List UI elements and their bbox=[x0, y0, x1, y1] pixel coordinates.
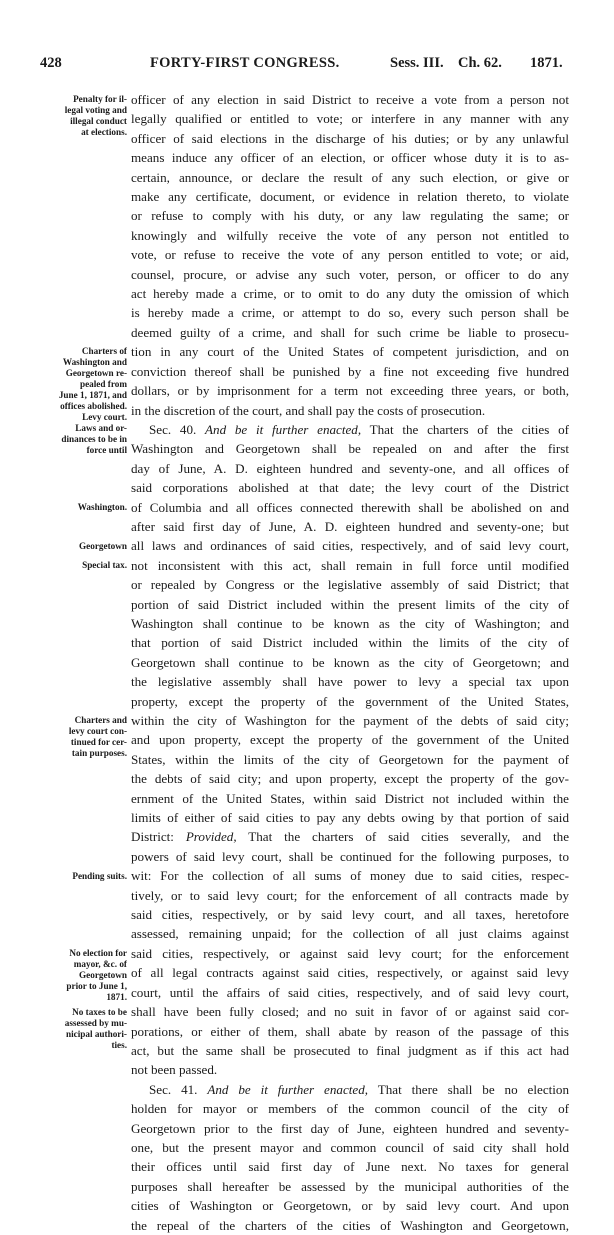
body-line: and upon property, except the property of the government of the United bbox=[131, 732, 569, 748]
body-line: is hereby made a crime, or attempt to do so, every such person shall be bbox=[131, 305, 569, 321]
margin-note: Charters and levy court con- tinued for cer- tain purposes. bbox=[68, 715, 127, 759]
enacting-clause: And be it further enacted, bbox=[207, 1081, 369, 1097]
body-line: cities of Washington or Georgetown, or by said levy court. And upon bbox=[131, 1198, 569, 1214]
body-line: knowingly and wilfully receive the vote of any person not entitled to bbox=[131, 227, 569, 243]
margin-note: Pending suits. bbox=[72, 870, 127, 881]
body-line: the repeal of the charters of the cities of Washington and Georgetown, bbox=[131, 1217, 569, 1233]
body-line: porations, or either of them, shall abate by reason of the passage of this bbox=[131, 1023, 569, 1039]
enacting-clause: And be it further enacted, bbox=[205, 421, 362, 437]
body-line: shall have been fully closed; and no suit in favor of or against said cor- bbox=[131, 1004, 569, 1020]
body-line: Georgetown shall continue to be known as the city of Georgetown; and bbox=[131, 654, 569, 670]
body-line: after said first day of June, A. D. eighteen hundred and seventy-one; but bbox=[131, 518, 569, 534]
body-line: not inconsistent with this act, shall remain in full force until modified bbox=[131, 557, 569, 573]
enacting-clause: Provided, bbox=[185, 829, 237, 845]
body-line bbox=[131, 420, 569, 439]
year-label: 1871. bbox=[530, 55, 563, 71]
body-line: limits of either of said cities to pay any debts owing by that portion of said bbox=[131, 810, 569, 826]
body-line: not been passed. bbox=[131, 1062, 218, 1078]
body-line: property, except the property of the government of the United States, bbox=[131, 693, 569, 709]
margin-note: No taxes to be assessed by mu- nicipal authori- ties. bbox=[64, 1006, 127, 1050]
section-lead: District: bbox=[131, 829, 186, 845]
running-title: FORTY-FIRST CONGRESS. bbox=[150, 55, 340, 71]
body-line: the debts of said city; and upon property, except the property of the gov- bbox=[131, 771, 569, 787]
margin-note: Washington. bbox=[77, 501, 127, 512]
section-lead: Sec. 41. bbox=[149, 1081, 208, 1097]
body-line: in the discretion of the court, and shall pay the costs of prosecution. bbox=[131, 402, 486, 418]
body-line: the legislative assembly shall have power to levy a special tax upon bbox=[131, 674, 569, 690]
body-line: States, within the limits of the city of Georgetown for the payment of bbox=[131, 751, 569, 767]
body-line: tively, or to said levy court; for the enforcement of all contracts made by bbox=[131, 887, 569, 903]
body-line: deemed guilty of a crime, and shall for such crime be liable to prosecu- bbox=[131, 324, 569, 340]
section-lead: Sec. 40. bbox=[149, 421, 206, 437]
section-text: That the charters of the cities of bbox=[361, 421, 569, 437]
body-line: said cities, respectively, or by said levy court, and all taxes, heretofore bbox=[131, 907, 569, 923]
body-line: day of June, A. D. eighteen hundred and seventy-one, and all offices of bbox=[131, 460, 569, 476]
page-number: 428 bbox=[40, 55, 62, 71]
body-line: purposes shall hereafter be assessed by the municipal authorities of the bbox=[131, 1178, 569, 1194]
body-line: their offices until said first day of June next. No taxes for general bbox=[131, 1159, 569, 1175]
page-header bbox=[40, 55, 570, 75]
body-line: certain, announce, or declare the result of any such election, or give or bbox=[131, 169, 569, 185]
margin-note: Charters of Washington and Georgetown re- pealed from June 1, 1871, and offices abolished. Levy court. Laws and or- dinances to be in force until bbox=[58, 346, 127, 456]
body-line: conviction thereof shall be punished by a fine not exceeding five hundred bbox=[131, 363, 569, 379]
body-line: or repealed by Congress or the legislative assembly of said District; that bbox=[131, 577, 569, 593]
body-line bbox=[131, 827, 569, 846]
body-line: counsel, procure, or advise any such voter, person, or officer to do any bbox=[131, 266, 569, 282]
body-line: or refuse to comply with his duty, or any law regulating the same; or bbox=[131, 208, 569, 224]
body-line: of Columbia and all offices connected therewith shall be abolished on and bbox=[131, 499, 569, 515]
body-line: ernment of the United States, within said District not included within the bbox=[131, 790, 569, 806]
body-line: portion of said District included within the present limits of the city of bbox=[131, 596, 569, 612]
session-label: Sess. III. bbox=[390, 55, 444, 71]
body-line: make any certificate, document, or evidence in relation thereto, to violate bbox=[131, 189, 569, 205]
body-line: wit: For the collection of all sums of money due to said cities, respec- bbox=[131, 868, 569, 884]
body-line: act hereby made a crime, or to omit to do any duty the omission of which bbox=[131, 286, 569, 302]
margin-note: Special tax. bbox=[82, 560, 127, 571]
margin-note: Penalty for il- legal voting and illegal conduct at elections. bbox=[64, 94, 127, 137]
margin-note: Georgetown bbox=[79, 540, 127, 551]
body-line: dollars, or by imprisonment for a term not exceeding three years, or both, bbox=[131, 383, 569, 399]
section-text: That the charters of said cities severally, and the bbox=[236, 829, 569, 845]
body-line: tion in any court of the United States of competent jurisdiction, and on bbox=[131, 344, 569, 360]
body-line: all laws and ordinances of said cities, respectively, and of said levy court, bbox=[131, 538, 569, 554]
body-line: Washington shall continue to be known as the city of Washington; and bbox=[131, 615, 569, 631]
body-line: said cities, respectively, or against said levy court; for the enforcement bbox=[131, 945, 569, 961]
body-line: officer of any election in said District to receive a vote from a person not bbox=[131, 92, 569, 107]
body-line: that portion of said District included within the limits of the city of bbox=[131, 635, 569, 651]
body-line: Washington and Georgetown shall be repealed on and after the first bbox=[131, 441, 569, 457]
body-line: of all legal contracts against said cities, respectively, or against said levy bbox=[131, 965, 569, 981]
body-line: powers of said levy court, shall be continued for the following purposes, to bbox=[131, 848, 569, 864]
body-line: means induce any officer of an election, or officer whose duty it is to as- bbox=[131, 150, 569, 166]
section-text: That there shall be no election bbox=[368, 1081, 569, 1097]
statute-text-body bbox=[131, 90, 569, 1235]
body-line: holden for mayor or members of the common council of the city of bbox=[131, 1101, 569, 1117]
margin-note: No election for mayor, &c. of Georgetown prior to June 1, 1871. bbox=[66, 948, 127, 1003]
body-line: within the city of Washington for the payment of the debts of said city; bbox=[131, 713, 569, 728]
chapter-label: Ch. 62. bbox=[458, 55, 502, 71]
body-line: officer of said elections in the discharge of his duties; or by any unlawful bbox=[131, 130, 569, 146]
body-line bbox=[131, 1080, 569, 1099]
body-line: one, but the present mayor and common council of said city shall hold bbox=[131, 1139, 569, 1155]
body-line: court, until the affairs of said cities, respectively, and of said levy court, bbox=[131, 984, 569, 1000]
body-line: said corporations abolished at that date; the levy court of the District bbox=[131, 480, 569, 496]
body-line: act, but the same shall be prosecuted to final judgment as if this act had bbox=[131, 1042, 569, 1058]
body-line: legally qualified or entitled to vote; or interfere in any manner with any bbox=[131, 111, 569, 127]
body-line: vote, or refuse to receive the vote of any person entitled to vote; or aid, bbox=[131, 247, 569, 263]
body-line: assessed, remaining unpaid; for the collection of all just claims against bbox=[131, 926, 569, 942]
body-line: Georgetown prior to the first day of June, eighteen hundred and seventy- bbox=[131, 1120, 569, 1136]
